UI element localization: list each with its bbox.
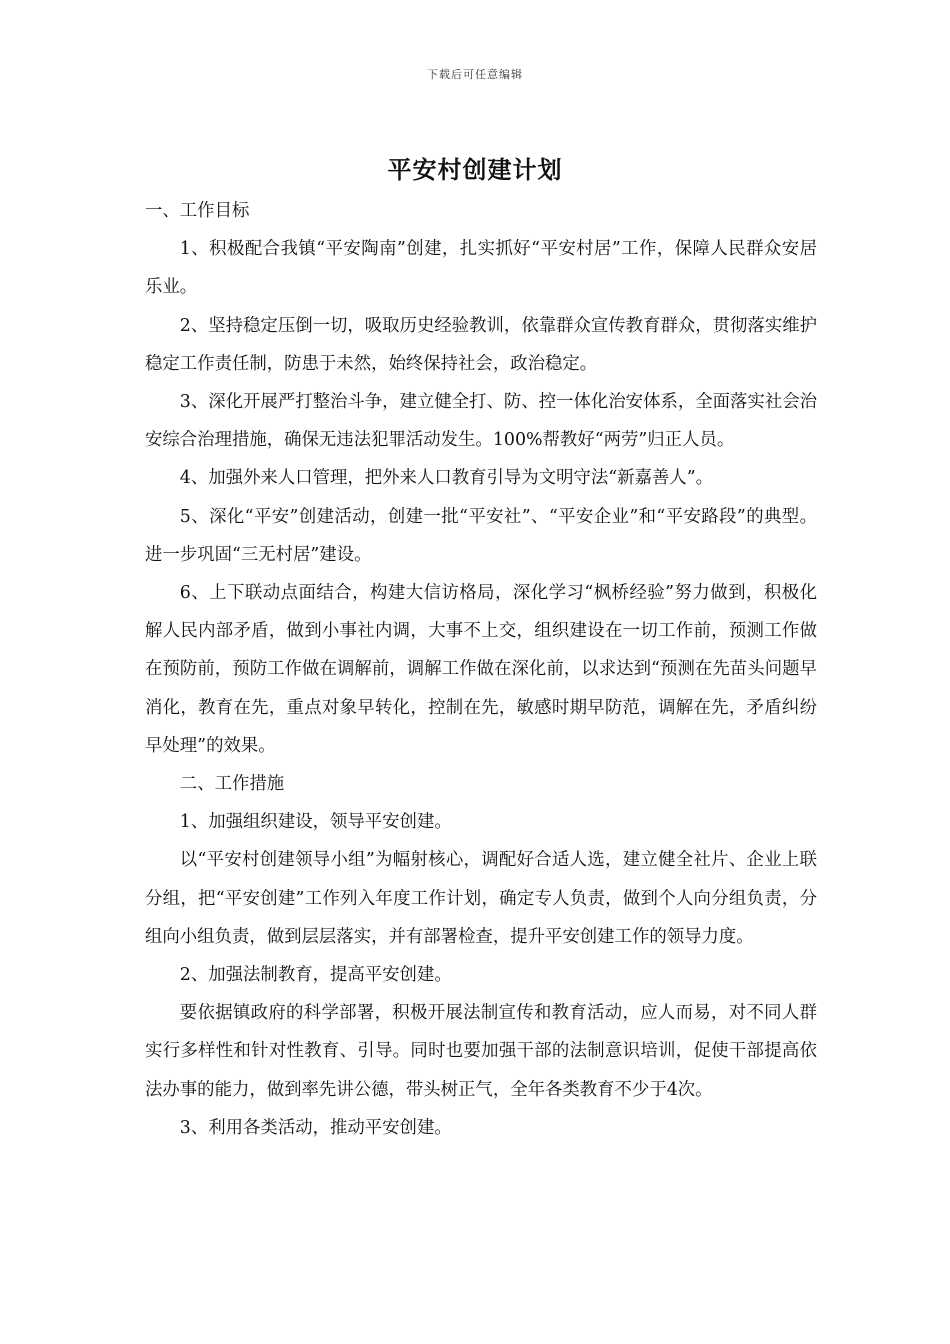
paragraph: 3、深化开展严打整治斗争，建立健全打、防、控一体化治安体系，全面落实社会治安综合治理措施，确保无违法犯罪活动发生。100%帮教好“两劳”归正人员。 <box>145 392 817 451</box>
paragraph: 1、积极配合我镇“平安陶南”创建，扎实抓好“平安村居”工作，保障人民群众安居乐业。 <box>145 239 817 298</box>
subheading: 2、加强法制教育，提高平安创建。 <box>179 965 452 986</box>
section-heading-goals: 一、工作目标 <box>145 201 250 221</box>
paragraph: 5、深化“平安”创建活动，创建一批“平安社”、“平安企业”和“平安路段”的典型。进一步巩固“三无村居”建设。 <box>145 506 817 565</box>
header-note: 下载后可任意编辑 <box>427 68 523 81</box>
subheading: 3、利用各类活动，推动平安创建。 <box>179 1117 452 1138</box>
section-heading-measures: 二、工作措施 <box>179 774 285 795</box>
paragraph: 要依据镇政府的科学部署，积极开展法制宣传和教育活动，应人而易，对不同人群实行多样性和针对性教育、引导。同时也要加强干部的法制意识培训，促使干部提高依法办事的能力，做到率先讲公德，带头树正气，全年各类教育不少于4次。 <box>145 1003 817 1100</box>
paragraph: 6、上下联动点面结合，构建大信访格局，深化学习“枫桥经验”努力做到，积极化解人民内部矛盾，做到小事社内调，大事不上交，组织建设在一切工作前，预测工作做在预防前，预防工作做在调解前，调解工作做在深化前，以求达到“预测在先苗头问题早消化，教育在先，重点对象早转化，控制在先，敏感时期早防范，调解在先，矛盾纠纷早处理”的效果。 <box>145 583 817 756</box>
subheading: 1、加强组织建设，领导平安创建。 <box>179 812 452 833</box>
document-body <box>145 192 817 1147</box>
document-title: 平安村创建计划 <box>387 155 563 184</box>
paragraph: 以“平安村创建领导小组”为幅射核心，调配好合适人选，建立健全社片、企业上联分组，把“平安创建”工作列入年度工作计划，确定专人负责，做到个人向分组负责，分组向小组负责，做到层层落实，并有部署检查，提升平安创建工作的领导力度。 <box>145 850 817 947</box>
paragraph: 2、坚持稳定压倒一切，吸取历史经验教训，依靠群众宣传教育群众，贯彻落实维护稳定工作责任制，防患于未然，始终保持社会，政治稳定。 <box>145 315 817 374</box>
paragraph: 4、加强外来人口管理，把外来人口教育引导为文明守法“新嘉善人”。 <box>179 468 713 489</box>
